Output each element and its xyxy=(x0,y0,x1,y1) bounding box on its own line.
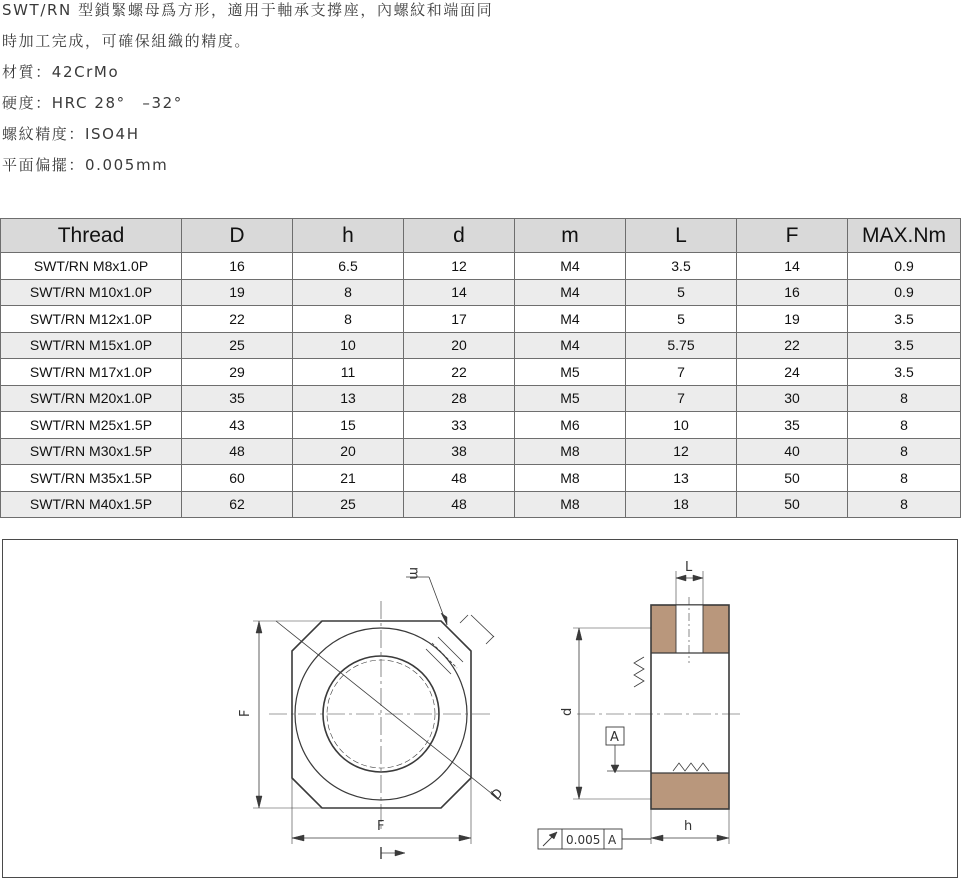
table-cell: SWT/RN M35x1.5P xyxy=(1,465,182,492)
column-header: D xyxy=(182,219,293,253)
table-cell: 5 xyxy=(626,306,737,333)
table-row xyxy=(1,359,961,386)
F-horizontal-label: F xyxy=(377,819,385,834)
table-cell: 8 xyxy=(293,279,404,306)
table-cell: 30 xyxy=(737,385,848,412)
table-cell: M5 xyxy=(515,359,626,386)
datum-A-label: A xyxy=(610,730,619,745)
table-row xyxy=(1,438,961,465)
table-cell: 24 xyxy=(737,359,848,386)
table-row xyxy=(1,253,961,280)
table-cell: SWT/RN M8x1.0P xyxy=(1,253,182,280)
table-cell: M4 xyxy=(515,279,626,306)
table-cell: 35 xyxy=(182,385,293,412)
table-row xyxy=(1,279,961,306)
material-spec: 材質：42CrMo xyxy=(2,63,120,81)
table-cell: 8 xyxy=(848,465,961,492)
column-header: m xyxy=(515,219,626,253)
table-cell: SWT/RN M17x1.0P xyxy=(1,359,182,386)
column-header: h xyxy=(293,219,404,253)
table-cell: 7 xyxy=(626,359,737,386)
table-cell: 13 xyxy=(626,465,737,492)
table-cell: 22 xyxy=(737,332,848,359)
flatness-spec: 平面偏擺：0.005mm xyxy=(2,156,169,174)
table-cell: 14 xyxy=(737,253,848,280)
product-description xyxy=(2,0,957,186)
table-cell: 20 xyxy=(404,332,515,359)
table-cell: 5 xyxy=(626,279,737,306)
table-cell: SWT/RN M40x1.5P xyxy=(1,491,182,518)
table-cell: 19 xyxy=(182,279,293,306)
table-cell: 25 xyxy=(182,332,293,359)
table-cell: 12 xyxy=(404,253,515,280)
d-label: d xyxy=(560,707,575,716)
table-cell: 5.75 xyxy=(626,332,737,359)
L-mini-dim xyxy=(471,615,494,637)
table-cell: 22 xyxy=(182,306,293,333)
table-cell: M8 xyxy=(515,491,626,518)
column-header: d xyxy=(404,219,515,253)
thread-precision-spec: 螺紋精度：ISO4H xyxy=(2,125,140,143)
table-cell: SWT/RN M20x1.0P xyxy=(1,385,182,412)
table-cell: 3.5 xyxy=(626,253,737,280)
table-cell: 8 xyxy=(848,491,961,518)
table-cell: 60 xyxy=(182,465,293,492)
table-cell: M8 xyxy=(515,465,626,492)
table-cell: 3.5 xyxy=(848,359,961,386)
description-line-1: SWT/RN 型鎖緊螺母爲方形，適用于軸承支撐座，內螺紋和端面同 xyxy=(2,1,494,19)
table-cell: 29 xyxy=(182,359,293,386)
table-row xyxy=(1,491,961,518)
table-cell: 12 xyxy=(626,438,737,465)
set-screw-hole xyxy=(426,637,463,674)
side-bottom-band xyxy=(651,773,729,809)
table-row xyxy=(1,332,961,359)
table-cell: 48 xyxy=(404,465,515,492)
table-cell: M4 xyxy=(515,332,626,359)
table-cell: 48 xyxy=(182,438,293,465)
table-cell: 8 xyxy=(848,385,961,412)
table-cell: 18 xyxy=(626,491,737,518)
table-cell: 20 xyxy=(293,438,404,465)
table-cell: 35 xyxy=(737,412,848,439)
tolerance-datum: A xyxy=(608,833,617,847)
technical-drawing-svg xyxy=(3,540,959,879)
table-cell: 10 xyxy=(626,412,737,439)
tolerance-value: 0.005 xyxy=(566,833,601,847)
table-cell: 16 xyxy=(737,279,848,306)
table-cell: 13 xyxy=(293,385,404,412)
hardness-spec: 硬度：HRC 28° –32° xyxy=(2,94,183,112)
table-cell: 11 xyxy=(293,359,404,386)
table-cell: M4 xyxy=(515,253,626,280)
table-cell: 15 xyxy=(293,412,404,439)
table-cell: 8 xyxy=(848,412,961,439)
L-label: L xyxy=(685,560,693,575)
table-cell: M4 xyxy=(515,306,626,333)
table-cell: 33 xyxy=(404,412,515,439)
table-cell: SWT/RN M15x1.0P xyxy=(1,332,182,359)
table-cell: 38 xyxy=(404,438,515,465)
table-cell: SWT/RN M12x1.0P xyxy=(1,306,182,333)
table-cell: 50 xyxy=(737,465,848,492)
table-cell: SWT/RN M10x1.0P xyxy=(1,279,182,306)
table-cell: 16 xyxy=(182,253,293,280)
table-cell: 50 xyxy=(737,491,848,518)
table-cell: 21 xyxy=(293,465,404,492)
table-cell: 3.5 xyxy=(848,332,961,359)
table-cell: 10 xyxy=(293,332,404,359)
table-cell: 14 xyxy=(404,279,515,306)
table-row xyxy=(1,465,961,492)
spec-table xyxy=(0,218,961,518)
table-cell: 62 xyxy=(182,491,293,518)
table-cell: 6.5 xyxy=(293,253,404,280)
D-label: D xyxy=(488,786,507,804)
table-cell: 22 xyxy=(404,359,515,386)
table-cell: M6 xyxy=(515,412,626,439)
F-vertical-label: F xyxy=(238,709,253,717)
description-line-2: 時加工完成，可確保組織的精度。 xyxy=(2,32,252,50)
table-cell: 43 xyxy=(182,412,293,439)
table-cell: 28 xyxy=(404,385,515,412)
h-label: h xyxy=(684,819,693,834)
technical-drawing xyxy=(2,539,958,878)
table-cell: 0.9 xyxy=(848,279,961,306)
table-cell: M8 xyxy=(515,438,626,465)
column-header: Thread xyxy=(1,219,182,253)
table-row xyxy=(1,412,961,439)
spec-table-header-row xyxy=(1,219,961,253)
table-cell: M5 xyxy=(515,385,626,412)
table-cell: 0.9 xyxy=(848,253,961,280)
table-cell: 25 xyxy=(293,491,404,518)
column-header: L xyxy=(626,219,737,253)
table-row xyxy=(1,385,961,412)
table-cell: 40 xyxy=(737,438,848,465)
table-cell: 48 xyxy=(404,491,515,518)
table-cell: 17 xyxy=(404,306,515,333)
m-label: m xyxy=(406,567,421,580)
table-cell: 7 xyxy=(626,385,737,412)
table-cell: 8 xyxy=(293,306,404,333)
square-nut-outline xyxy=(292,621,471,808)
front-view xyxy=(253,577,501,859)
table-cell: 19 xyxy=(737,306,848,333)
column-header: F xyxy=(737,219,848,253)
table-cell: SWT/RN M30x1.5P xyxy=(1,438,182,465)
table-cell: 3.5 xyxy=(848,306,961,333)
column-header: MAX.Nm xyxy=(848,219,961,253)
table-cell: SWT/RN M25x1.5P xyxy=(1,412,182,439)
table-row xyxy=(1,306,961,333)
table-cell: 8 xyxy=(848,438,961,465)
